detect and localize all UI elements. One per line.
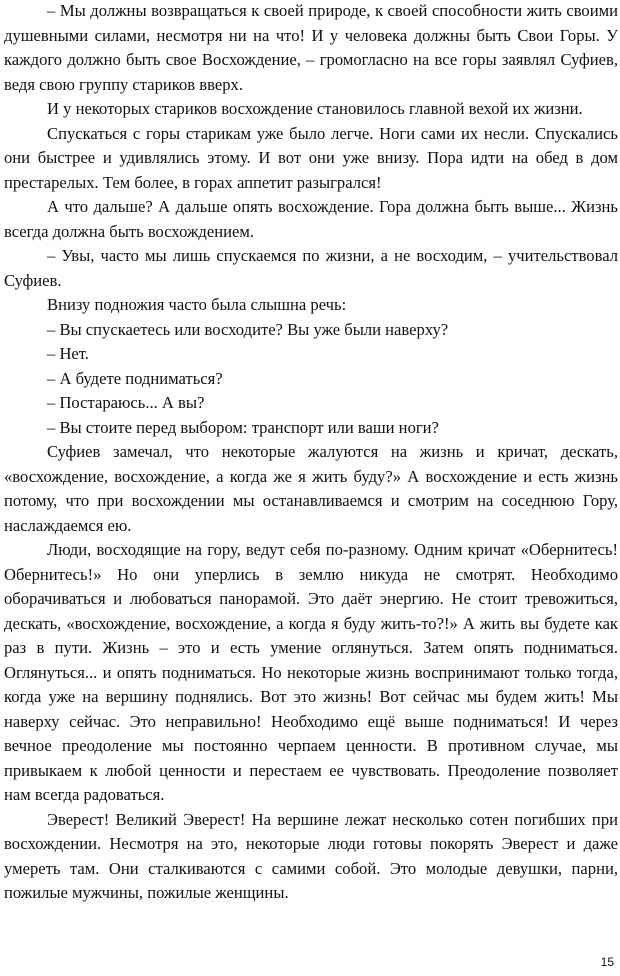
paragraph: Суфиев замечал, что некоторые жалуются на жизнь и кричат, дескать, «восхождение, восхождение, а когда же я жить буду?» А восхождение и есть жизнь потому, что при восхождении мы останавливаемся и смотрим на соседнюю Гору, наслаждаемся ею. [4,442,618,535]
paragraph: И у некоторых стариков восхождение становилось главной вехой их жизни. [47,99,583,118]
paragraph: А что дальше? А дальше опять восхождение. Гора должна быть выше... Жизнь всегда должна быть восхождением. [4,197,618,241]
dialogue-line: – Вы стоите перед выбором: транспорт или ваши ноги? [47,417,439,437]
dialogue-line: – Нет. [47,344,89,363]
paragraph: Спускаться с горы старикам уже было легче. Ноги сами их несли. Спускались они быстрее и удивлялись этому. И вот они уже внизу. Пора идти на обед в дом престарелых. Тем более, в горах аппетит разыгрался! [4,123,618,192]
paragraph: Внизу подножия часто была слышна речь: [47,295,347,314]
dialogue-line: – А будете подниматься? [47,368,223,388]
page-number: 15 [600,955,614,969]
paragraph: – Мы должны возвращаться к своей природе, к своей способности жить своими душевными силами, несмотря ни на что! И у человека должны быть Свои Горы. У каждого должно быть свое Восхождение, – громогласно на все горы заявлял Суфиев, ведя свою группу стариков вверх. [4,1,618,94]
paragraph: Люди, восходящие на гору, ведут себя по-разному. Одним кричат «Обернитесь! Обернитесь!» Но они уперлись в землю никуда не смотрят. Необходимо оборачиваться и любоваться панорамой. Это даёт энергию. Не стоит тревожиться, дескать, «восхождение, восхождение, а когда я буду жить-то?!» А жить вы будете как раз в пути. Жизнь – это и есть умение оглянуться. Затем опять подниматься. Оглянуться... и опять подниматься. Но некоторые жизнь воспринимают только тогда, когда уже на вершину поднялись. Вот это жизнь! Вот сейчас мы будем жить! Мы наверху сейчас. Это неправильно! Необходимо ещё выше подниматься! И через вечное преодоление мы постоянно черпаем ценности. В противном случае, мы привыкаем к любой ценности и перестаем ее чувствовать. Преодоление позволяет нам всегда радоваться. [4,540,618,804]
dialogue-line: – Постараюсь... А вы? [47,393,205,412]
paragraph: Эверест! Великий Эверест! На вершине лежат несколько сотен погибших при восхождении. Несмотря на это, некоторые люди готовы покорять Эверест и даже умереть там. Они сталкиваются с самими собой. Это молодые девушки, парни, пожилые мужчины, пожилые женщины. [4,809,618,902]
body-text [4,0,618,906]
dialogue-line: – Вы спускаетесь или восходите? Вы уже были наверху? [47,319,449,339]
paragraph: – Увы, часто мы лишь спускаемся по жизни, а не восходим, – учительствовал Суфиев. [4,246,618,290]
